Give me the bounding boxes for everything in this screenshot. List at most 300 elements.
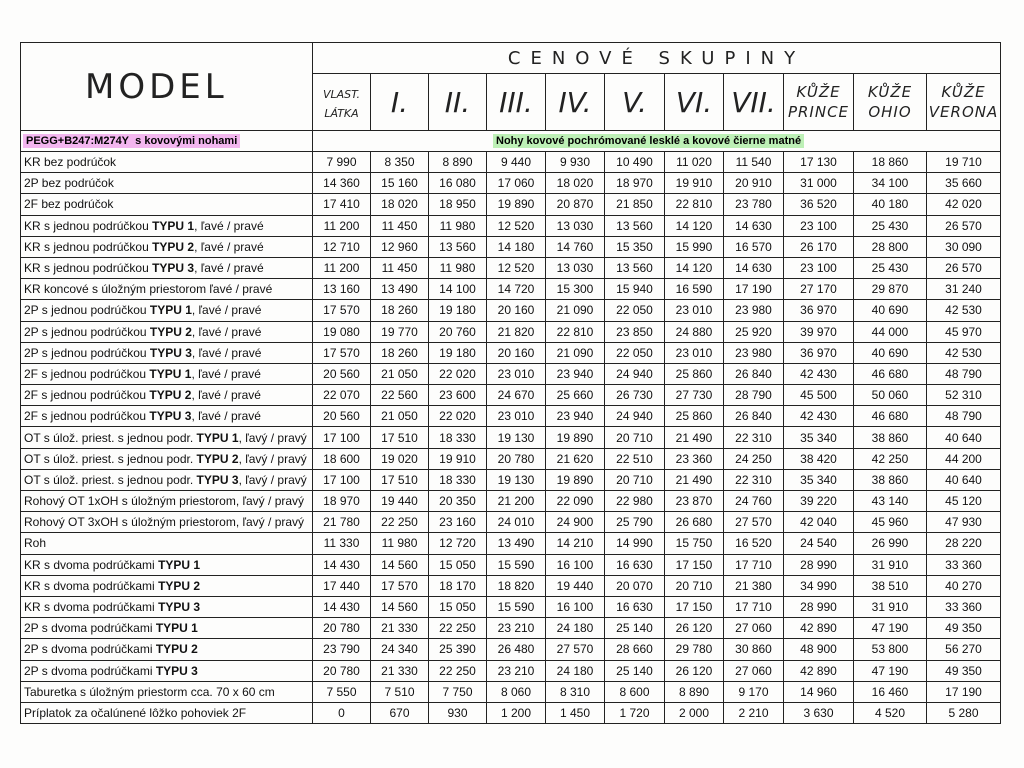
price-cell: 12 710 [313, 236, 371, 257]
product-type: TYPU 2 [155, 642, 198, 657]
product-name-text: KR bez podrúčok [24, 155, 117, 170]
product-side: , ľavé / pravé [194, 218, 264, 233]
price-cell: 45 970 [927, 321, 1001, 342]
product-name [21, 427, 313, 448]
model-suffix: s kovovými nohami [135, 135, 238, 147]
price-cell: 31 910 [854, 554, 927, 575]
product-name [21, 702, 313, 723]
price-cell: 12 960 [371, 236, 429, 257]
product-name [21, 469, 313, 490]
price-cell: 17 150 [665, 596, 724, 617]
product-type: TYPU 3 [149, 345, 192, 360]
price-cell: 7 510 [371, 681, 429, 702]
price-cell: 43 140 [854, 491, 927, 512]
product-name-text: OT s úlož. priest. s jednou podr. [24, 451, 197, 466]
model-code-highlight [23, 134, 240, 148]
price-cell: 11 980 [429, 257, 487, 278]
price-cell: 11 980 [429, 215, 487, 236]
price-cell: 44 200 [927, 448, 1001, 469]
price-cell: 18 020 [371, 194, 429, 215]
price-cell: 26 120 [665, 618, 724, 639]
price-cell: 26 730 [605, 385, 665, 406]
product-name [21, 363, 313, 384]
product-name [21, 639, 313, 660]
price-cell: 15 300 [546, 279, 605, 300]
price-cell: 16 520 [724, 533, 784, 554]
price-group-header [784, 74, 854, 131]
price-cell: 16 630 [605, 596, 665, 617]
price-cell: 8 310 [546, 681, 605, 702]
price-cell: 17 570 [371, 575, 429, 596]
product-name [21, 533, 313, 554]
price-cell: 15 590 [487, 596, 546, 617]
price-cell: 24 900 [546, 512, 605, 533]
price-cell: 23 600 [429, 385, 487, 406]
price-cell: 19 890 [487, 194, 546, 215]
price-cell: 25 430 [854, 215, 927, 236]
product-side: , ľavý / pravý [238, 451, 307, 466]
price-cell: 22 810 [665, 194, 724, 215]
price-cell: 15 750 [665, 533, 724, 554]
price-cell: 28 220 [927, 533, 1001, 554]
price-cell: 25 140 [605, 660, 665, 681]
price-cell: 21 050 [371, 406, 429, 427]
table-row [21, 321, 1001, 342]
price-cell: 18 020 [546, 173, 605, 194]
price-cell: 20 160 [487, 342, 546, 363]
table-row [21, 173, 1001, 194]
product-side: , ľavý / pravý [238, 430, 307, 445]
price-cell: 1 720 [605, 702, 665, 723]
product-side: , ľavé / pravé [191, 324, 262, 339]
product-side: , ľavé / pravé [194, 261, 264, 276]
price-cell: 21 490 [665, 427, 724, 448]
product-name-text: 2F s jednou podrúčkou [24, 388, 150, 403]
product-name [21, 173, 313, 194]
price-cell: 15 990 [665, 236, 724, 257]
price-cell: 28 990 [784, 554, 854, 575]
price-cell: 22 310 [724, 427, 784, 448]
price-group-header [927, 74, 1001, 131]
price-cell: 3 630 [784, 702, 854, 723]
table-row [21, 702, 1001, 723]
price-cell: 23 210 [487, 660, 546, 681]
price-cell: 21 330 [371, 618, 429, 639]
price-cell: 26 680 [665, 512, 724, 533]
price-cell: 17 710 [724, 554, 784, 575]
product-name [21, 618, 313, 639]
table-row [21, 618, 1001, 639]
price-cell: 21 820 [487, 321, 546, 342]
price-cell: 39 970 [784, 321, 854, 342]
price-cell: 20 350 [429, 491, 487, 512]
price-cell: 18 860 [854, 152, 927, 173]
price-cell: 25 140 [605, 618, 665, 639]
price-cell: 14 960 [784, 681, 854, 702]
product-name-text: 2F s jednou podrúčkou [24, 409, 150, 424]
price-cell: 15 160 [371, 173, 429, 194]
price-cell: 40 270 [927, 575, 1001, 596]
price-cell: 15 050 [429, 554, 487, 575]
table-row [21, 660, 1001, 681]
price-cell: 25 860 [665, 363, 724, 384]
price-cell: 19 020 [371, 448, 429, 469]
table-row [21, 215, 1001, 236]
price-cell: 21 330 [371, 660, 429, 681]
price-cell: 24 760 [724, 491, 784, 512]
price-cell: 11 450 [371, 257, 429, 278]
price-cell: 23 940 [546, 406, 605, 427]
product-name-text: 2P s jednou podrúčkou [24, 345, 150, 360]
product-name [21, 194, 313, 215]
price-cell: 16 460 [854, 681, 927, 702]
model-section-row [21, 131, 1001, 152]
product-name [21, 406, 313, 427]
price-cell: 13 560 [605, 257, 665, 278]
price-cell: 24 180 [546, 660, 605, 681]
price-cell: 16 630 [605, 554, 665, 575]
product-name-text: KR s dvoma podrúčkami [24, 600, 159, 615]
price-cell: 24 940 [605, 406, 665, 427]
price-cell: 26 840 [724, 363, 784, 384]
price-cell: 21 620 [546, 448, 605, 469]
table-row [21, 554, 1001, 575]
price-cell: 7 550 [313, 681, 371, 702]
table-row [21, 596, 1001, 617]
table-row [21, 448, 1001, 469]
price-cell: 8 890 [429, 152, 487, 173]
price-group-label: IV. [558, 85, 592, 119]
price-cell: 14 430 [313, 596, 371, 617]
price-cell: 26 570 [927, 215, 1001, 236]
price-cell: 24 250 [724, 448, 784, 469]
product-name [21, 512, 313, 533]
price-cell: 40 640 [927, 469, 1001, 490]
price-cell: 34 990 [784, 575, 854, 596]
product-name [21, 448, 313, 469]
table-row [21, 427, 1001, 448]
price-cell: 20 710 [605, 469, 665, 490]
price-cell: 11 980 [371, 533, 429, 554]
product-name-text: KR s dvoma podrúčkami [24, 578, 159, 593]
product-type: TYPU 1 [158, 557, 201, 572]
price-cell: 24 340 [371, 639, 429, 660]
price-cell: 26 170 [784, 236, 854, 257]
price-cell: 19 080 [313, 321, 371, 342]
price-cell: 40 640 [927, 427, 1001, 448]
product-type: TYPU 2 [149, 324, 192, 339]
price-cell: 20 160 [487, 300, 546, 321]
product-type: TYPU 3 [158, 600, 201, 615]
price-cell: 30 860 [724, 639, 784, 660]
product-name-text: OT s úlož. priest. s jednou podr. [24, 430, 197, 445]
product-name-text: 2P bez podrúčok [24, 176, 114, 191]
product-name-text: 2P s dvoma podrúčkami [24, 642, 156, 657]
product-name-text: Taburetka s úložným priestorm cca. 70 x 60 cm [24, 684, 275, 699]
price-cell: 19 130 [487, 427, 546, 448]
price-group-header [313, 74, 371, 131]
price-cell: 25 430 [854, 257, 927, 278]
price-cell: 23 160 [429, 512, 487, 533]
price-groups-heading: CENOVÉ SKUPINY [313, 43, 1001, 74]
price-cell: 19 130 [487, 469, 546, 490]
price-cell: 21 200 [487, 491, 546, 512]
price-cell: 52 310 [927, 385, 1001, 406]
price-cell: 15 940 [605, 279, 665, 300]
price-cell: 23 790 [313, 639, 371, 660]
price-cell: 14 760 [546, 236, 605, 257]
price-cell: 46 680 [854, 406, 927, 427]
price-cell: 23 010 [487, 406, 546, 427]
price-cell: 20 910 [724, 173, 784, 194]
price-cell: 39 220 [784, 491, 854, 512]
product-side: , ľavé / pravé [191, 409, 261, 424]
price-cell: 16 590 [665, 279, 724, 300]
price-cell: 14 430 [313, 554, 371, 575]
price-cell: 17 570 [313, 300, 371, 321]
price-cell: 13 560 [605, 215, 665, 236]
price-cell: 20 760 [429, 321, 487, 342]
price-cell: 13 160 [313, 279, 371, 300]
price-cell: 38 860 [854, 469, 927, 490]
price-cell: 17 060 [487, 173, 546, 194]
price-cell: 53 800 [854, 639, 927, 660]
table-row [21, 385, 1001, 406]
price-list-sheet [20, 42, 1000, 724]
price-cell: 21 050 [371, 363, 429, 384]
price-cell: 18 970 [605, 173, 665, 194]
product-type: TYPU 3 [152, 261, 195, 276]
price-cell: 16 080 [429, 173, 487, 194]
price-cell: 13 490 [371, 279, 429, 300]
price-group-label: V. [622, 85, 647, 119]
product-name-text: KR koncové s úložným priestorom ľavé / pravé [24, 282, 273, 297]
price-cell: 48 900 [784, 639, 854, 660]
price-cell: 18 330 [429, 427, 487, 448]
price-cell: 22 050 [605, 300, 665, 321]
price-cell: 36 970 [784, 300, 854, 321]
price-cell: 17 100 [313, 427, 371, 448]
price-cell: 50 060 [854, 385, 927, 406]
table-row [21, 236, 1001, 257]
model-heading: MODEL [21, 43, 313, 131]
price-cell: 21 380 [724, 575, 784, 596]
product-name [21, 660, 313, 681]
price-cell: 19 710 [927, 152, 1001, 173]
product-name [21, 681, 313, 702]
price-cell: 31 000 [784, 173, 854, 194]
price-cell: 15 350 [605, 236, 665, 257]
price-cell: 33 360 [927, 554, 1001, 575]
price-cell: 20 870 [546, 194, 605, 215]
price-cell: 23 980 [724, 300, 784, 321]
price-cell: 16 100 [546, 554, 605, 575]
price-cell: 21 090 [546, 300, 605, 321]
price-cell: 11 330 [313, 533, 371, 554]
price-cell: 13 030 [546, 215, 605, 236]
product-name-text: Roh [24, 536, 47, 551]
price-cell: 38 860 [854, 427, 927, 448]
price-cell: 8 890 [665, 681, 724, 702]
price-cell: 40 180 [854, 194, 927, 215]
price-cell: 14 560 [371, 596, 429, 617]
price-cell: 19 180 [429, 300, 487, 321]
price-cell: 22 020 [429, 406, 487, 427]
price-cell: 49 350 [927, 660, 1001, 681]
price-cell: 7 990 [313, 152, 371, 173]
table-row [21, 194, 1001, 215]
price-cell: 19 440 [546, 575, 605, 596]
price-cell: 25 920 [724, 321, 784, 342]
price-cell: 25 790 [605, 512, 665, 533]
price-cell: 21 850 [605, 194, 665, 215]
legs-note: Nohy kovové pochrómované lesklé a kovové čierne matné [493, 134, 804, 148]
price-cell: 42 890 [784, 618, 854, 639]
product-type: TYPU 3 [155, 663, 198, 678]
price-cell: 15 590 [487, 554, 546, 575]
price-group-header [724, 74, 784, 131]
price-cell: 25 860 [665, 406, 724, 427]
product-name [21, 491, 313, 512]
product-name [21, 554, 313, 575]
price-cell: 28 990 [784, 596, 854, 617]
product-type: TYPU 2 [158, 578, 201, 593]
price-cell: 24 010 [487, 512, 546, 533]
product-name [21, 215, 313, 236]
table-row [21, 681, 1001, 702]
price-cell: 18 330 [429, 469, 487, 490]
product-name-text: 2P s dvoma podrúčkami [24, 621, 156, 636]
price-cell: 33 360 [927, 596, 1001, 617]
price-cell: 45 120 [927, 491, 1001, 512]
price-cell: 49 350 [927, 618, 1001, 639]
price-cell: 2 000 [665, 702, 724, 723]
price-cell: 2 210 [724, 702, 784, 723]
table-row [21, 469, 1001, 490]
price-cell: 9 170 [724, 681, 784, 702]
price-group-label: II. [444, 85, 471, 119]
price-group-header [546, 74, 605, 131]
price-cell: 36 970 [784, 342, 854, 363]
price-cell: 22 250 [371, 512, 429, 533]
price-cell: 22 250 [429, 660, 487, 681]
price-cell: 14 100 [429, 279, 487, 300]
price-cell: 46 680 [854, 363, 927, 384]
price-cell: 19 910 [429, 448, 487, 469]
price-group-header [605, 74, 665, 131]
price-cell: 17 190 [724, 279, 784, 300]
price-cell: 22 510 [605, 448, 665, 469]
product-name-text: KR s jednou podrúčkou [24, 239, 153, 254]
price-cell: 1 450 [546, 702, 605, 723]
price-cell: 45 500 [784, 385, 854, 406]
price-cell: 27 570 [724, 512, 784, 533]
table-row [21, 363, 1001, 384]
product-side: , ľavý / pravý [238, 472, 307, 487]
price-cell: 19 890 [546, 469, 605, 490]
price-cell: 9 440 [487, 152, 546, 173]
price-group-header [371, 74, 429, 131]
price-cell: 17 100 [313, 469, 371, 490]
price-cell: 20 780 [313, 660, 371, 681]
price-cell: 44 000 [854, 321, 927, 342]
product-side: , ľavé / pravé [191, 345, 262, 360]
price-cell: 20 780 [313, 618, 371, 639]
price-cell: 12 520 [487, 215, 546, 236]
price-cell: 47 930 [927, 512, 1001, 533]
price-cell: 19 180 [429, 342, 487, 363]
table-row [21, 512, 1001, 533]
price-cell: 8 060 [487, 681, 546, 702]
price-cell: 11 200 [313, 215, 371, 236]
price-cell: 23 980 [724, 342, 784, 363]
price-cell: 0 [313, 702, 371, 723]
table-row [21, 279, 1001, 300]
price-cell: 22 050 [605, 342, 665, 363]
price-cell: 23 100 [784, 215, 854, 236]
product-name-text: 2F bez podrúčok [24, 197, 114, 212]
price-cell: 23 100 [784, 257, 854, 278]
table-row [21, 533, 1001, 554]
price-cell: 12 720 [429, 533, 487, 554]
price-cell: 14 990 [605, 533, 665, 554]
product-name-text: 2P s jednou podrúčkou [24, 303, 150, 318]
price-cell: 42 530 [927, 300, 1001, 321]
product-name-text: 2P s dvoma podrúčkami [24, 663, 156, 678]
price-cell: 17 710 [724, 596, 784, 617]
legs-note-cell [313, 131, 1001, 152]
price-cell: 35 340 [784, 427, 854, 448]
price-cell: 38 510 [854, 575, 927, 596]
price-cell: 14 630 [724, 215, 784, 236]
price-cell: 13 490 [487, 533, 546, 554]
price-group-label: VI. [675, 85, 713, 119]
price-cell: 23 010 [665, 342, 724, 363]
price-group-label: VLAST. LÁTKA [322, 88, 361, 120]
price-cell: 17 510 [371, 469, 429, 490]
price-cell: 22 020 [429, 363, 487, 384]
price-cell: 26 570 [927, 257, 1001, 278]
price-cell: 30 090 [927, 236, 1001, 257]
price-cell: 11 020 [665, 152, 724, 173]
model-code-cell [21, 131, 313, 152]
product-name [21, 575, 313, 596]
price-cell: 10 490 [605, 152, 665, 173]
price-cell: 9 930 [546, 152, 605, 173]
price-cell: 14 720 [487, 279, 546, 300]
product-name [21, 300, 313, 321]
price-cell: 14 120 [665, 257, 724, 278]
price-cell: 15 050 [429, 596, 487, 617]
price-cell: 18 260 [371, 342, 429, 363]
product-side: , ľavé / pravé [194, 239, 264, 254]
price-cell: 930 [429, 702, 487, 723]
price-cell: 18 260 [371, 300, 429, 321]
price-cell: 14 360 [313, 173, 371, 194]
price-cell: 27 060 [724, 660, 784, 681]
price-cell: 12 520 [487, 257, 546, 278]
table-row [21, 257, 1001, 278]
price-cell: 23 870 [665, 491, 724, 512]
price-cell: 42 890 [784, 660, 854, 681]
price-cell: 11 450 [371, 215, 429, 236]
price-cell: 11 540 [724, 152, 784, 173]
price-cell: 35 340 [784, 469, 854, 490]
price-cell: 28 800 [854, 236, 927, 257]
product-name [21, 236, 313, 257]
price-cell: 16 570 [724, 236, 784, 257]
price-group-label: KŮŽE VERONA [928, 83, 999, 121]
